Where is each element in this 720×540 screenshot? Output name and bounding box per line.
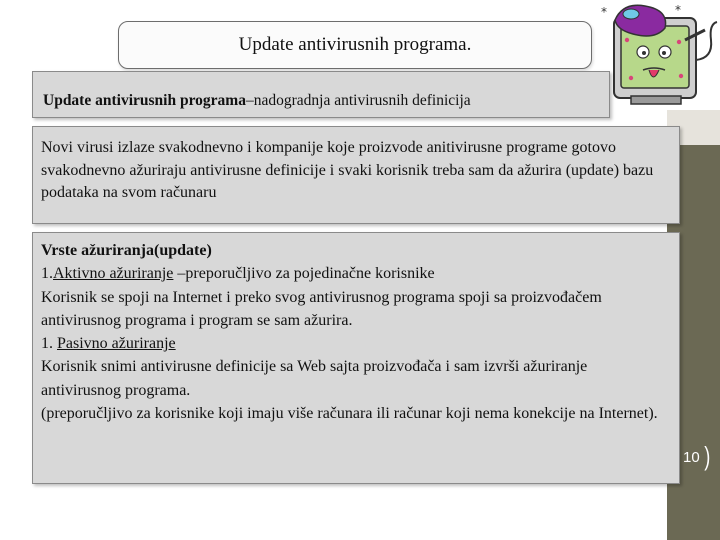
passive-update-note: (preporučljivo za korisnike koji imaju više računara ili računar koji nema konekcije na Internet). [41, 405, 658, 423]
page-bracket-icon: ) [704, 441, 711, 471]
slide-title-box [118, 21, 592, 69]
passive-update-line [41, 332, 671, 355]
active-update-description: Korisnik se spoji na Internet i preko svog antivirusnog programa spoji sa proizvođačem antivirusnog programa i program se sam ažurira. [41, 288, 602, 329]
active-update-recommendation: –preporučljivo za pojedinačne korisnike [173, 265, 435, 283]
subtitle-bold: Update antivirusnih programa [43, 92, 246, 109]
update-types-content [41, 239, 671, 425]
update-types-box [32, 232, 680, 484]
passive-update-label: Pasivno ažuriranje [57, 335, 176, 353]
svg-text:*: * [675, 3, 681, 17]
subtitle-rest: –nadogradnja antivirusnih definicija [245, 92, 471, 109]
active-update-number: 1. [41, 265, 53, 283]
slide-title: Update antivirusnih programa. [238, 34, 472, 55]
intro-paragraph: Novi virusi izlaze svakodnevno i kompanije koje proizvode anitivirusne programe gotovo svakodnevno ažuriraju antivirusne definicije i svaki korisnik treba sam da ažurira (update) bazu podataka na svom računaru [41, 139, 654, 201]
active-update-line [41, 262, 671, 285]
passive-update-number: 1. [41, 335, 57, 353]
subtitle-line [43, 92, 471, 110]
update-types-heading: Vrste ažuriranja(update) [41, 242, 212, 259]
active-update-label: Aktivno ažuriranje [53, 265, 174, 283]
page-number: 10 [683, 449, 700, 466]
intro-box [32, 126, 680, 224]
subtitle-box [32, 71, 610, 118]
svg-text:*: * [601, 5, 607, 19]
passive-update-description: Korisnik snimi antivirusne definicije sa Web sajta proizvođača i sam izvrši ažuriranje antivirusnog programa. [41, 358, 588, 399]
